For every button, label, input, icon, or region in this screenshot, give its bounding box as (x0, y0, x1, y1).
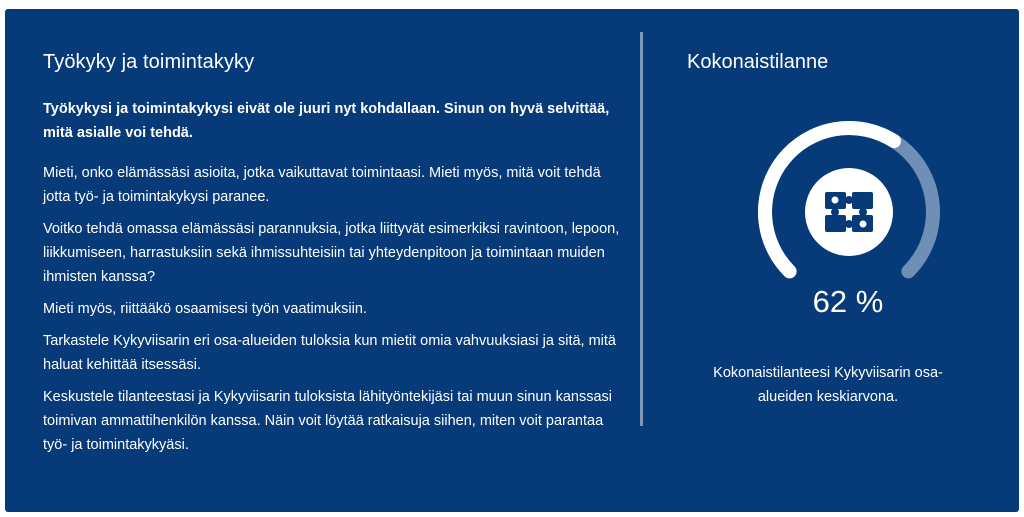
paragraph: Mieti, onko elämässäsi asioita, jotka vaikuttavat toimintaasi. Mieti myös, mitä voit tehdä jotta työ- ja toimintakykysi paranee. (43, 165, 601, 205)
work-ability-section (43, 51, 623, 465)
overall-caption: Kokonaistilanteesi Kykyviisarin osa-alueiden keskiarvona. (713, 365, 943, 405)
paragraph: Keskustele tilanteestasi ja Kykyviisarin tuloksista lähityöntekijäsi tai muun sinun kanssasi toimivan ammattihenkilön kanssa. Näin voit löytää ratkaisuja siihen, miten voit parantaa työ- ja toimintakykyäsi. (43, 389, 612, 453)
paragraph: Voitko tehdä omassa elämässäsi parannuksia, jotka liittyvät esimerkiksi ravintoon, lepoon, liikkumiseen, harrastuksiin sekä ihmissuhteisiin tai yhteydenpitoon ja toimintaan muiden ihmisten kanssa? (43, 221, 620, 285)
overall-title: Kokonaistilanne (687, 51, 829, 73)
lead-text: Työkykysi ja toimintakykysi eivät ole juuri nyt kohdallaan. Sinun on hyvä selvittää, mitä asialle voi tehdä. (43, 101, 610, 141)
paragraph: Tarkastele Kykyviisarin eri osa-alueiden tuloksia kun mietit omia vahvuuksiasi ja sitä, mitä haluat kehittää itsessäsi. (43, 333, 616, 373)
overview-panel (5, 9, 1019, 512)
section-title: Työkyky ja toimintakyky (43, 51, 255, 73)
puzzle-icon (805, 168, 893, 256)
overall-gauge (727, 92, 957, 292)
overall-percent: 62 % (812, 284, 884, 319)
vertical-divider (640, 32, 643, 426)
paragraph: Mieti myös, riittääkö osaamisesi työn vaatimuksiin. (43, 301, 367, 317)
